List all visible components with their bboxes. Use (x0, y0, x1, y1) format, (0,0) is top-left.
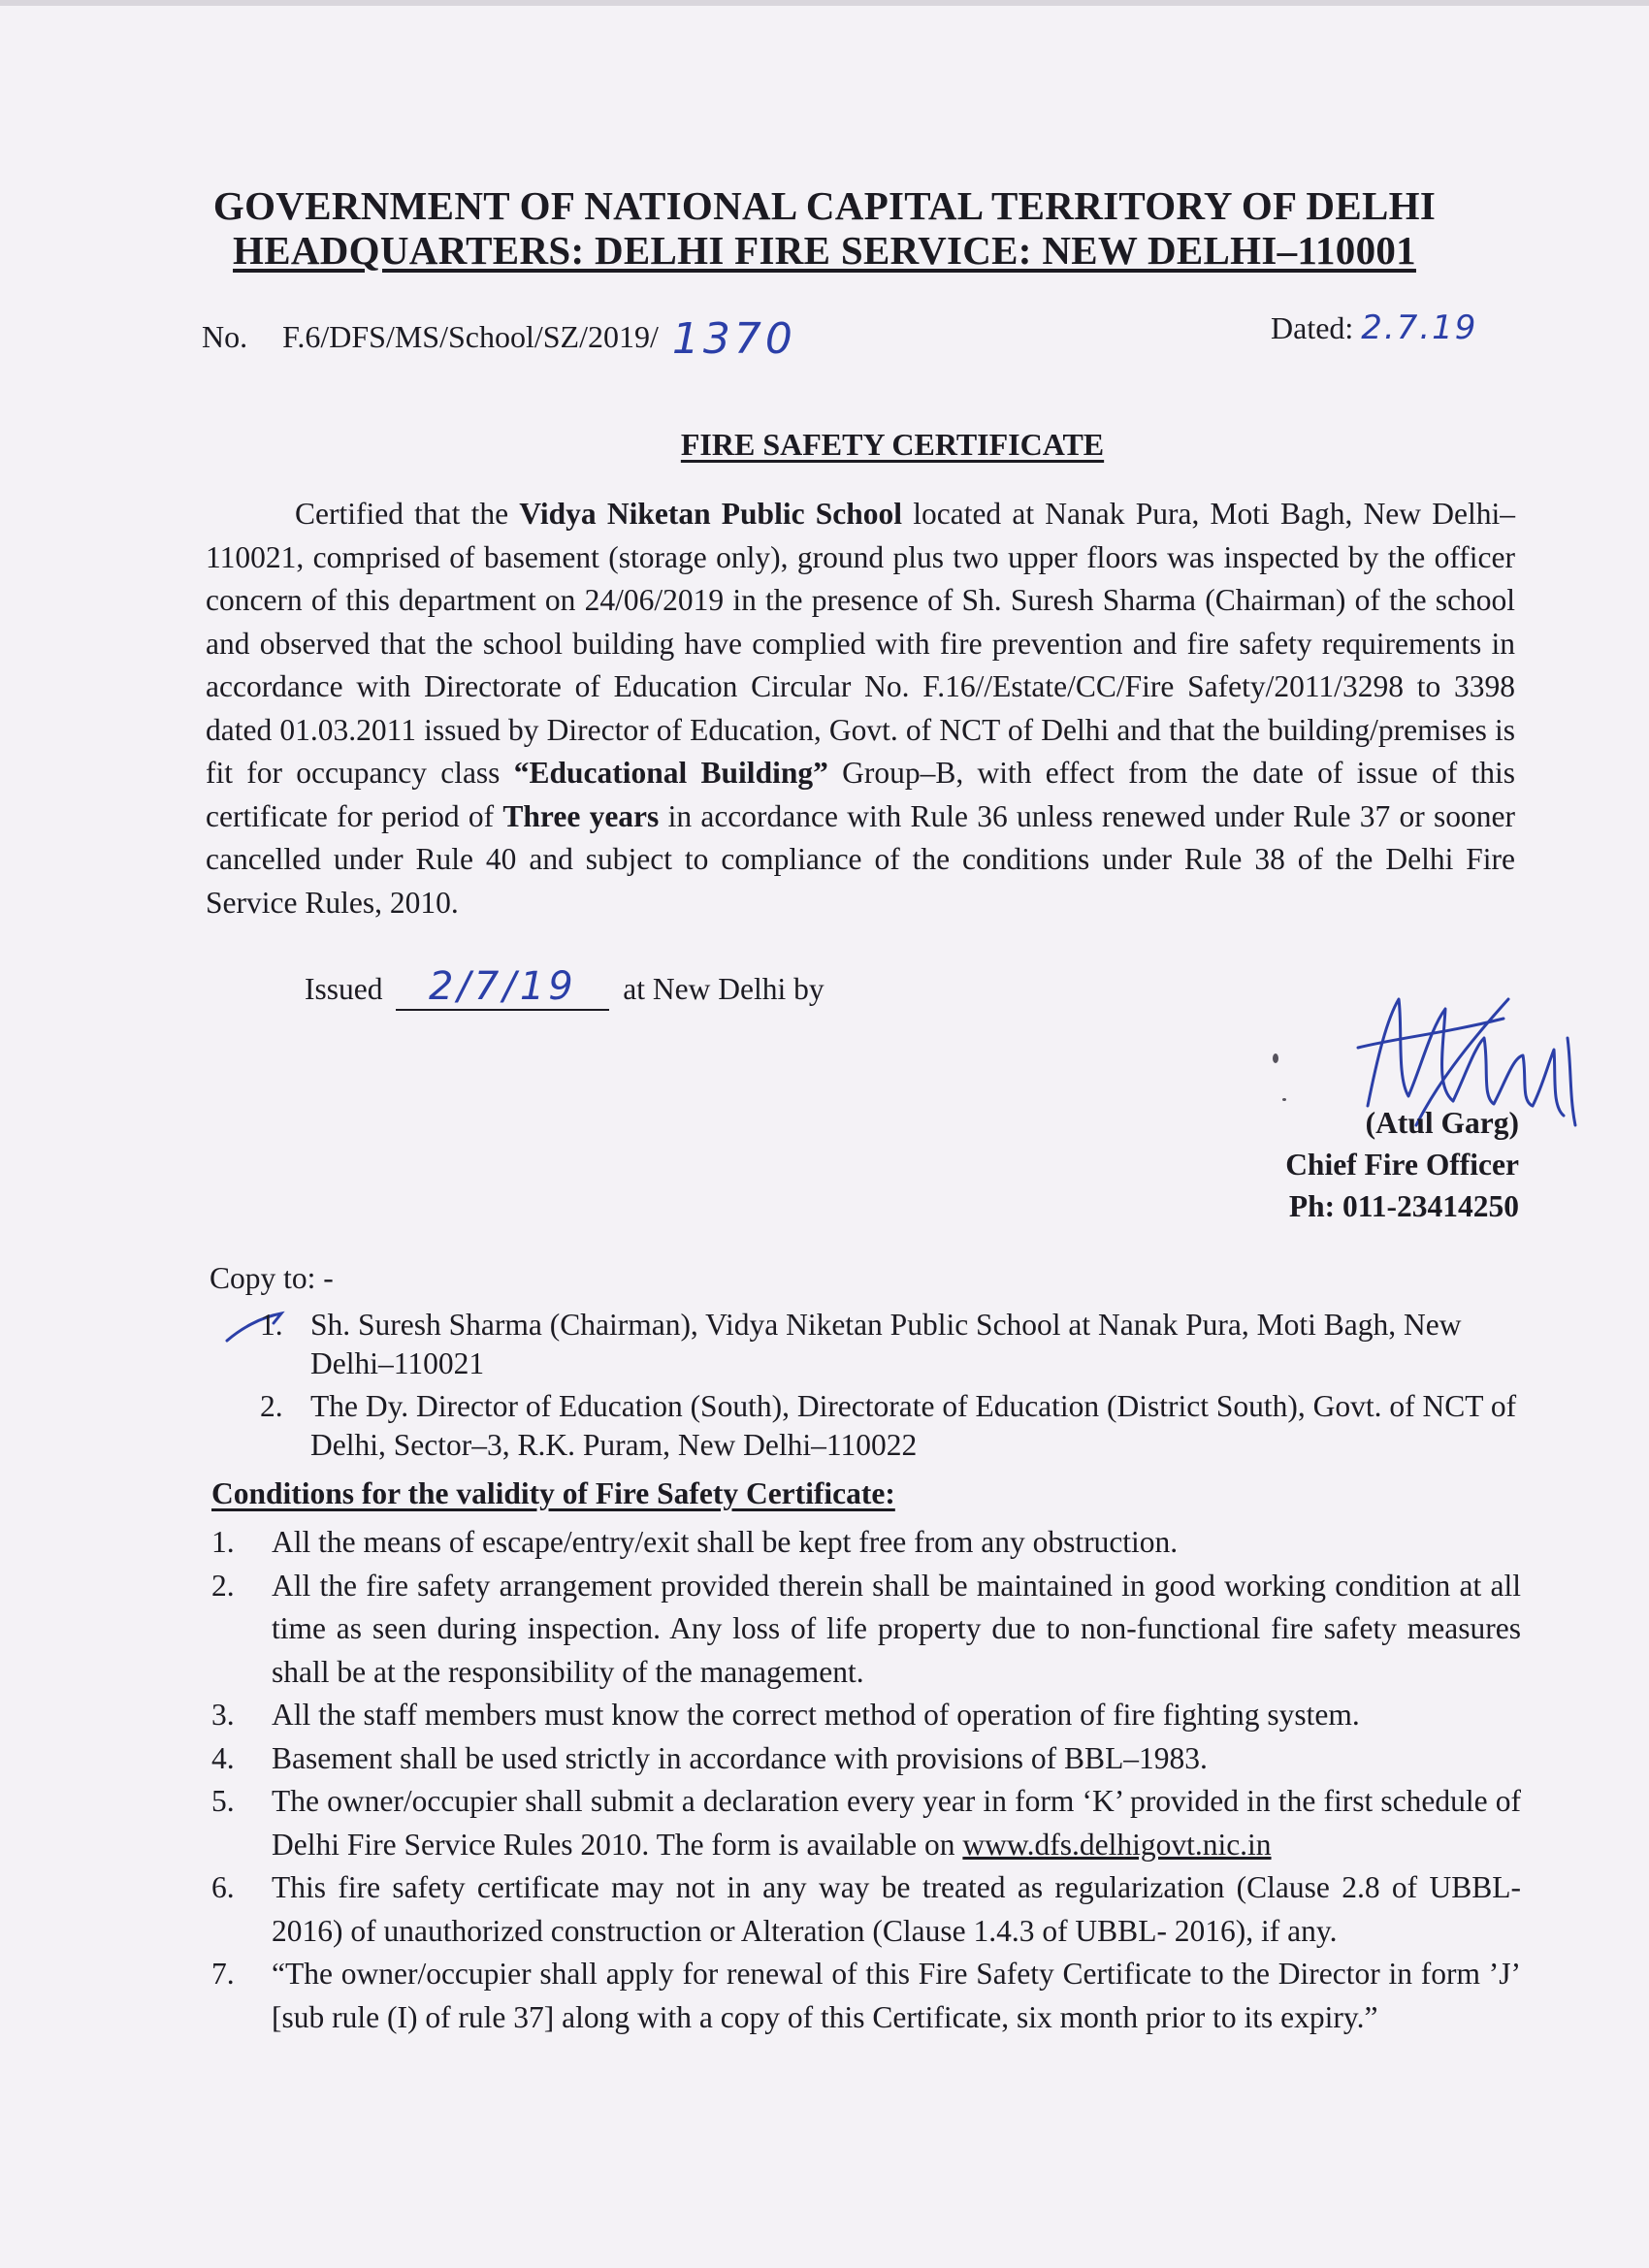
list-item (260, 1387, 1521, 1465)
list-item-number: 1. (260, 1308, 283, 1342)
reference-number (202, 308, 796, 364)
signatory-designation: Chief Fire Officer (1285, 1148, 1519, 1182)
copy-to-label: Copy to: - (210, 1261, 334, 1295)
list-item-number: 2. (260, 1389, 283, 1423)
condition-item (211, 1953, 1521, 2039)
handwritten-issue-date: 2/7/19 (396, 964, 609, 1011)
condition-number: 6. (211, 1870, 235, 1904)
condition-item (211, 1780, 1521, 1866)
condition-text: Basement shall be used strictly in accordance with provisions of BBL–1983. (272, 1740, 1208, 1775)
body-text-3: Group–B, with effect from the date of issue of this certificate for period of (206, 756, 1515, 833)
signatory-block (1285, 1102, 1519, 1227)
header-headquarters: HEADQUARTERS: DELHI FIRE SERVICE: NEW DELHI–110001 (233, 228, 1416, 273)
condition-text (272, 1780, 1521, 1866)
issued-line (305, 964, 824, 1011)
condition-text: All the staff members must know the correct method of operation of fire fighting system. (272, 1698, 1360, 1732)
condition-number: 4. (211, 1740, 235, 1775)
signatory-phone: Ph: 011-23414250 (1288, 1189, 1519, 1223)
condition-text: All the means of escape/entry/exit shall be kept free from any obstruction. (272, 1525, 1179, 1559)
school-name: Vidya Niketan Public School (519, 497, 903, 531)
header-government: GOVERNMENT OF NATIONAL CAPITAL TERRITORY OF DELHI (212, 183, 1437, 228)
issued-suffix: at New Delhi by (623, 972, 824, 1006)
scan-edge (0, 0, 1649, 6)
dated-label: Dated: (1271, 310, 1354, 345)
reference-file-number: F.6/DFS/MS/School/SZ/2019/ (282, 319, 659, 354)
scan-speck (1273, 1053, 1278, 1063)
issued-label: Issued (305, 972, 383, 1006)
condition-item (211, 1737, 1521, 1781)
condition-number: 5. (211, 1784, 235, 1818)
validity-period: Three years (502, 798, 660, 833)
condition-text-body: The owner/occupier shall submit a declaration every year in form ‘K’ provided in the first schedule of Delhi Fire Service Rules 2010. The form is available on (272, 1784, 1521, 1862)
list-item-text: Sh. Suresh Sharma (Chairman), Vidya Niketan Public School at Nanak Pura, Moti Bagh, New Delhi–110021 (310, 1308, 1462, 1380)
condition-number: 3. (211, 1698, 235, 1732)
handwritten-date: 2.7.19 (1361, 308, 1478, 347)
dfs-website-link[interactable]: www.dfs.delhigovt.nic.in (962, 1827, 1272, 1862)
condition-item (211, 1521, 1521, 1565)
condition-number: 1. (211, 1525, 235, 1559)
signatory-name: (Atul Garg) (1365, 1106, 1519, 1140)
condition-text: This fire safety certificate may not in any way be treated as regularization (Clause 2.8 of UBBL-2016) of unauthorized construction or Alteration (Clause 1.4.3 of UBBL- 2016), if any. (272, 1870, 1521, 1948)
occupancy-class: “Educational Building” (513, 756, 828, 790)
certificate-title: FIRE SAFETY CERTIFICATE (680, 427, 1105, 462)
list-item (260, 1306, 1521, 1383)
condition-item (211, 1565, 1521, 1695)
body-text-4: in accordance with Rule 36 unless renewed under Rule 37 or sooner cancelled under Rule 40 and subject to compliance of the conditions under Rule 38 of the Delhi Fire Service Rules, 2010. (206, 798, 1515, 920)
condition-number: 2. (211, 1568, 235, 1603)
condition-number: 7. (211, 1957, 235, 1991)
reference-label: No. (202, 319, 248, 354)
list-item-text: The Dy. Director of Education (South), Directorate of Education (District South), Govt. of NCT of Delhi, Sector–3, R.K. Puram, New Delhi–110022 (310, 1389, 1517, 1462)
conditions-title: Conditions for the validity of Fire Safety Certificate: (211, 1476, 895, 1510)
condition-item (211, 1694, 1521, 1737)
copy-to-list (260, 1306, 1521, 1469)
handwritten-dispatch-number: 1370 (671, 314, 796, 364)
condition-item (211, 1866, 1521, 1953)
scan-speck (1282, 1098, 1286, 1101)
body-text-2: located at Nanak Pura, Moti Bagh, New Delhi–110021, comprised of basement (storage only), ground plus two upper floors was inspected by the officer concern of this department on 24/06/2019 in the presence of Sh. Suresh Sharma (Chairman) of the school and observed that the school building have complied with fire prevention and fire safety requirements in accordance with Directorate of Education Circular No. F.16//Estate/CC/Fire Safety/2011/3298 to 3398 dated 01.03.2011 issued by Director of Education, Govt. of NCT of Delhi and that the building/premises is fit for occupancy class (206, 497, 1515, 790)
condition-text: All the fire safety arrangement provided therein shall be maintained in good working condition at all time as seen during inspection. Any loss of life property due to non-functional fire safety measures shall be at the responsibility of the management. (272, 1568, 1521, 1689)
certificate-body (206, 493, 1515, 924)
conditions-list (211, 1521, 1521, 2039)
body-text-1: Certified that the (295, 497, 520, 531)
dated-field (1271, 308, 1477, 347)
condition-text: “The owner/occupier shall apply for renewal of this Fire Safety Certificate to the Director in form ’J’ [sub rule (I) of rule 37] along with a copy of this Certificate, six month prior to its expiry.” (272, 1957, 1521, 2034)
